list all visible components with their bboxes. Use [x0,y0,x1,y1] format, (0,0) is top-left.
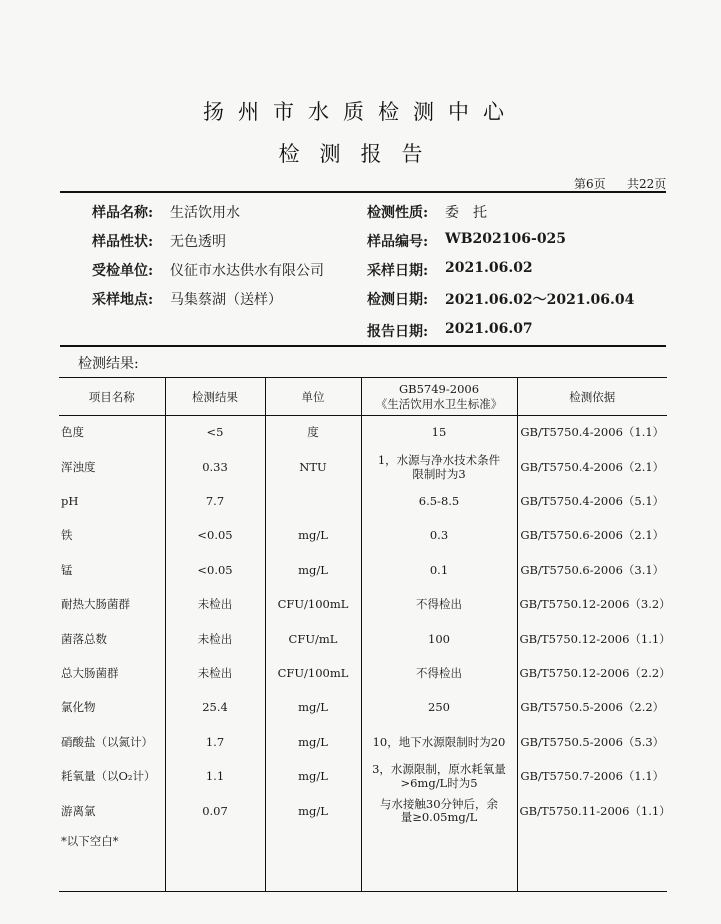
result-value: 7.7 [165,485,265,519]
method-value: GB/T5750.7-2006（1.1） [517,760,667,794]
sampling-location-value: 马集蔡湖（送样） [170,292,282,308]
item-name: 硝酸盐（以氮计） [59,726,165,760]
item-name: 耗氧量（以O₂计） [59,760,165,794]
unit-value: mg/L [265,691,361,725]
report-date-label: 报告日期: [367,324,429,340]
end-note: *以下空白* [59,829,165,892]
result-value: 未检出 [165,657,265,691]
table-row [59,485,667,519]
header-rule [60,191,666,193]
standard-value: 0.3 [361,519,517,553]
table-row [59,588,667,622]
results-section-label: 检测结果: [78,356,139,372]
item-name: 色度 [59,416,165,451]
standard-value: 250 [361,691,517,725]
col-result-header: 检测结果 [165,378,265,416]
method-value: GB/T5750.6-2006（2.1） [517,519,667,553]
result-value: 0.33 [165,450,265,484]
result-value: 未检出 [165,622,265,656]
unit-value: 度 [265,416,361,451]
page-number: 第6页 [574,177,606,191]
item-name: 菌落总数 [59,622,165,656]
sample-name-label: 样品名称: [92,205,154,221]
inspected-unit-value: 仪征市水达供水有限公司 [170,263,324,279]
result-value: 1.7 [165,726,265,760]
method-value: GB/T5750.4-2006（2.1） [517,450,667,484]
sampling-date-label: 采样日期: [367,263,429,279]
standard-value: 不得检出 [361,588,517,622]
table-row [59,416,667,451]
result-value: 25.4 [165,691,265,725]
test-nature-label: 检测性质: [367,205,429,221]
col-standard-header [361,378,517,416]
sample-code-value: WB202106-025 [445,231,567,247]
empty-cell [265,829,361,892]
col-method-header: 检测依据 [517,378,667,416]
standard-value: 6.5-8.5 [361,485,517,519]
report-date-value: 2021.06.07 [445,321,533,337]
item-name: 游离氯 [59,794,165,828]
table-row [59,519,667,553]
col-item-header: 项目名称 [59,378,165,416]
item-name: pH [59,485,165,519]
sampling-date-value: 2021.06.02 [445,260,533,276]
unit-value: mg/L [265,794,361,828]
result-value: 未检出 [165,588,265,622]
empty-cell [517,829,667,892]
empty-cell [361,829,517,892]
results-table [59,377,671,892]
standard-value: 100 [361,622,517,656]
unit-value: CFU/100mL [265,657,361,691]
standard-value: 3，水源限制，原水耗氧量>6mg/L时为5 [361,760,517,794]
method-value: GB/T5750.4-2006（1.1） [517,416,667,451]
info-rule [60,345,666,347]
standard-value: 与水接触30分钟后，余量≥0.05mg/L [361,794,517,828]
table-header-row [59,378,667,416]
result-value: 0.07 [165,794,265,828]
table-row [59,760,667,794]
sample-name-value: 生活饮用水 [170,205,240,221]
result-value: <0.05 [165,554,265,588]
method-value: GB/T5750.11-2006（1.1） [517,794,667,828]
table-row [59,726,667,760]
standard-value: 不得检出 [361,657,517,691]
unit-value: mg/L [265,726,361,760]
sample-state-label: 样品性状: [92,234,154,250]
result-value: 1.1 [165,760,265,794]
result-value: <0.05 [165,519,265,553]
unit-value: mg/L [265,554,361,588]
unit-value: CFU/mL [265,622,361,656]
sample-code-label: 样品编号: [367,234,429,250]
method-value: GB/T5750.12-2006（1.1） [517,622,667,656]
table-row [59,622,667,656]
col-unit-header: 单位 [265,378,361,416]
test-nature-value: 委 托 [445,205,487,221]
item-name: 总大肠菌群 [59,657,165,691]
sample-state-value: 无色透明 [170,234,226,250]
empty-cell [165,829,265,892]
standard-value: 10，地下水源限制时为20 [361,726,517,760]
total-pages: 共22页 [627,177,667,191]
standard-value: 15 [361,416,517,451]
unit-value: CFU/100mL [265,588,361,622]
unit-value: NTU [265,450,361,484]
method-value: GB/T5750.6-2006（3.1） [517,554,667,588]
unit-value [265,485,361,519]
org-title: 扬州市水质检测中心 [203,100,518,124]
item-name: 耐热大肠菌群 [59,588,165,622]
test-date-value: 2021.06.02～2021.06.04 [445,292,635,308]
standard-name: 《生活饮用水卫生标准》 [375,396,503,411]
method-value: GB/T5750.12-2006（3.2） [517,588,667,622]
table-row [59,657,667,691]
item-name: 浑浊度 [59,450,165,484]
standard-value: 1，水源与净水技术条件限制时为3 [361,450,517,484]
unit-value: mg/L [265,760,361,794]
table-row-blank [59,829,667,892]
table-row [59,794,667,828]
standard-value: 0.1 [361,554,517,588]
test-date-label: 检测日期: [367,292,429,308]
method-value: GB/T5750.5-2006（2.2） [517,691,667,725]
standard-code: GB5749-2006 [398,381,480,396]
report-title: 检测报告 [278,142,443,166]
table-row [59,554,667,588]
method-value: GB/T5750.12-2006（2.2） [517,657,667,691]
result-value: <5 [165,416,265,451]
table-row [59,691,667,725]
method-value: GB/T5750.4-2006（5.1） [517,485,667,519]
method-value: GB/T5750.5-2006（5.3） [517,726,667,760]
table-row [59,450,667,484]
item-name: 铁 [59,519,165,553]
unit-value: mg/L [265,519,361,553]
item-name: 锰 [59,554,165,588]
item-name: 氯化物 [59,691,165,725]
inspected-unit-label: 受检单位: [92,263,154,279]
sampling-location-label: 采样地点: [92,292,154,308]
